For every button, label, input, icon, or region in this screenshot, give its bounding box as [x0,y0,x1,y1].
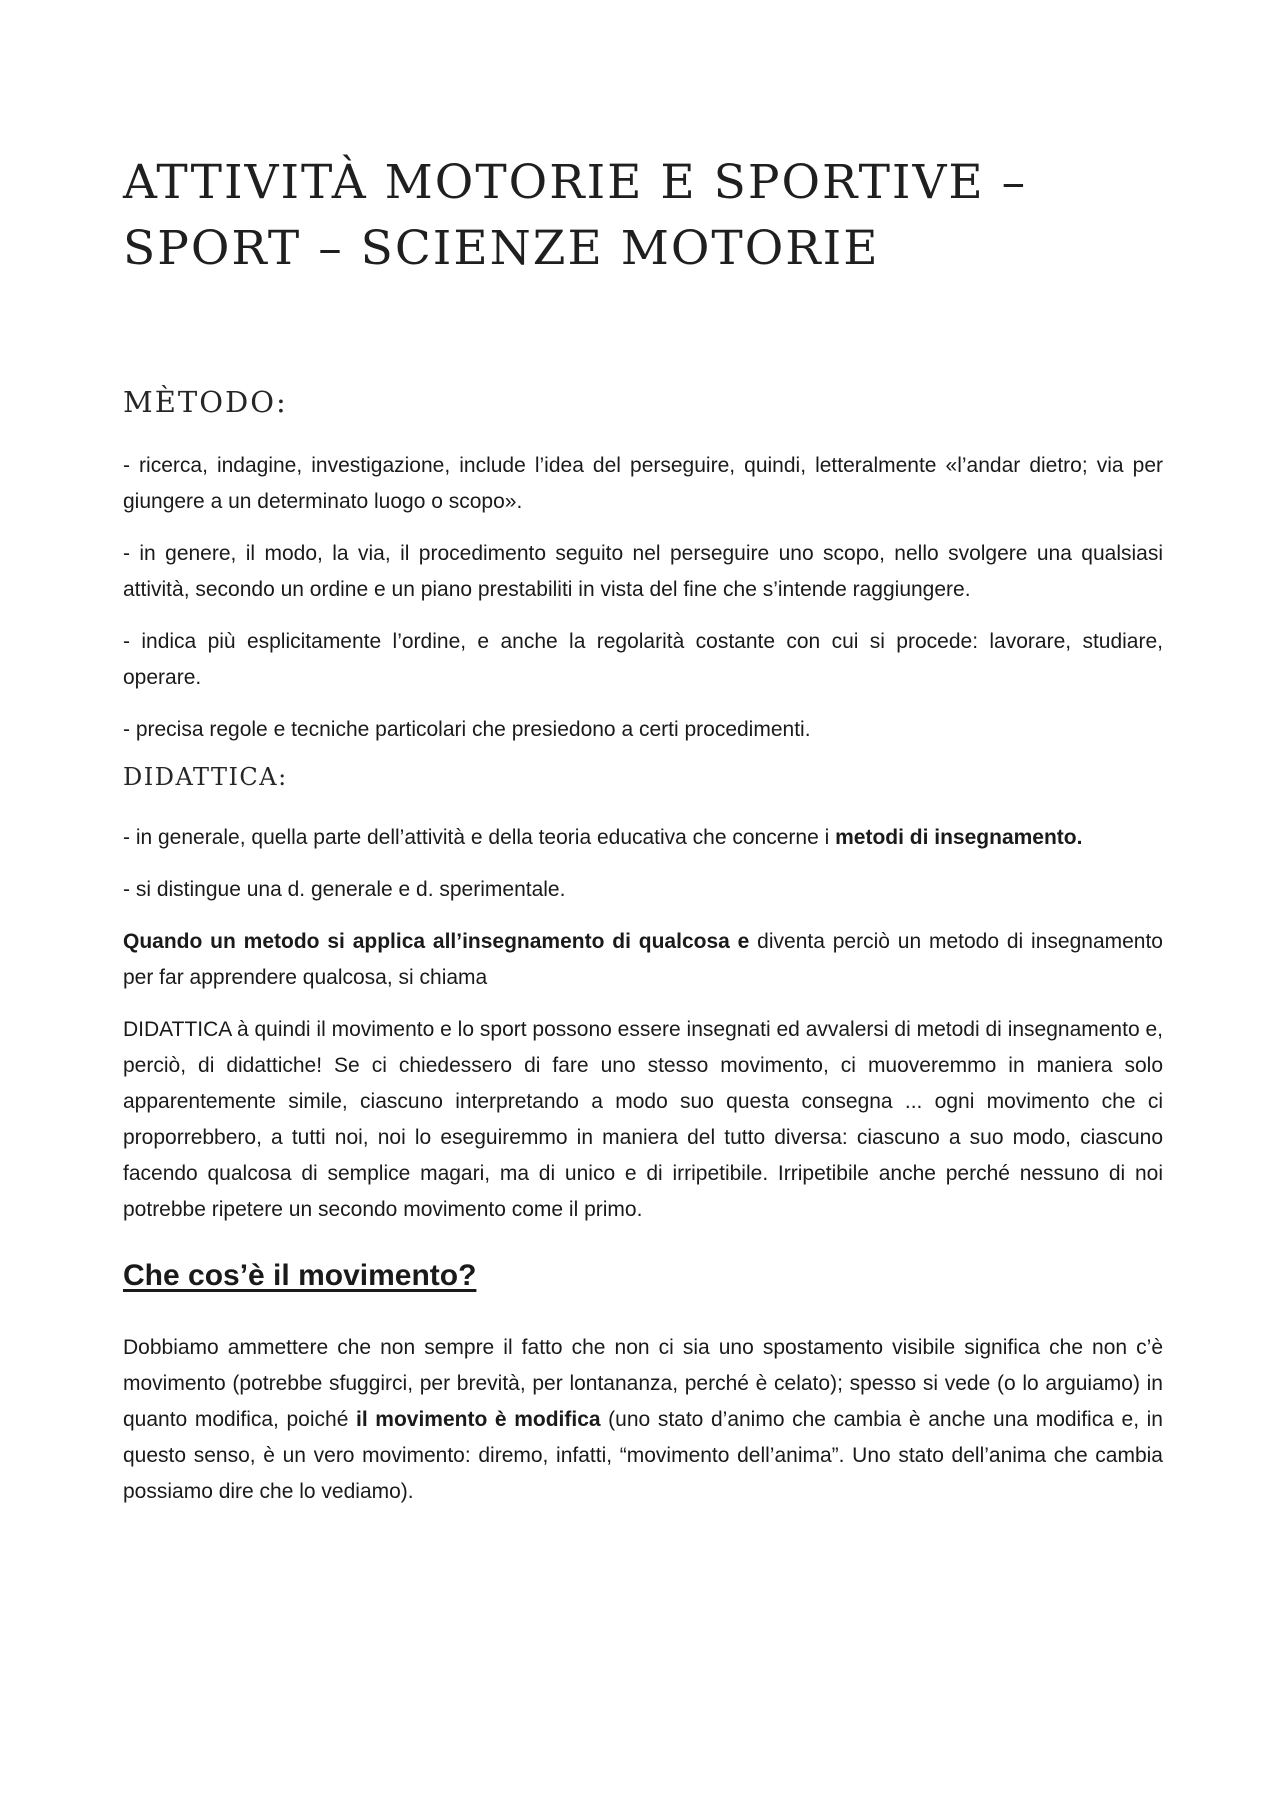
document-page [123,150,1163,1510]
section-heading-didattica: DIDATTICA: [123,763,288,791]
movimento-paragraph-1-b: (uno stato d’animo che cambia è anche una modifica e, in questo senso, è un vero movimento: diremo, infatti, “movimento dell’anima”. Uno stato dell’anima che cambia possiamo dire che lo vediamo). [123,1408,1163,1503]
metodo-item-2: - in genere, il modo, la via, il procedimento seguito nel perseguire uno scopo, nello svolgere una qualsiasi attività, secondo un ordine e un piano prestabiliti in vista del fine che s’intende raggiungere. [123,542,1163,601]
title-line-2: SPORT – SCIENZE MOTORIE [123,221,880,276]
movimento-paragraph-1 [123,1330,1163,1510]
movimento-heading: Che cos’è il movimento? [123,1259,477,1292]
metodo-item-1: - ricerca, indagine, investigazione, include l’idea del perseguire, quindi, letteralmente «l’andar dietro; via per giungere a un determinato luogo o scopo». [123,454,1163,513]
movimento-paragraph-1-bold: il movimento è modifica [356,1408,601,1431]
section-heading-metodo: MÈTODO: [123,385,288,419]
didattica-item-1-bold: metodi di insegnamento. [835,826,1083,849]
metodo-item-4: - precisa regole e tecniche particolari che presiedono a certi procedimenti. [123,718,811,741]
didattica-item-1-text: - in generale, quella parte dell’attività e della teoria educativa che concerne i [123,826,836,849]
title-line-1: ATTIVITÀ MOTORIE E SPORTIVE – [123,155,1028,210]
didattica-paragraph-3-bold: Quando un metodo si applica all’insegnamento di qualcosa e [123,930,750,953]
metodo-item-3: - indica più esplicitamente l’ordine, e anche la regolarità costante con cui si procede: lavorare, studiare, operare. [123,630,1163,689]
didattica-paragraph-3-text: diventa perciò un metodo di insegnamento per far apprendere qualcosa, si chiama [123,930,1163,989]
document-title [123,150,1163,282]
didattica-paragraph-4: DIDATTICA à quindi il movimento e lo sport possono essere insegnati ed avvalersi di metodi di insegnamento e, perciò, di didattiche! Se ci chiedessero di fare uno stesso movimento, ci muoveremmo in maniera solo apparentemente simile, ciascuno interpretando a modo suo questa consegna ... ogni movimento che ci proporrebbero, a tutti noi, noi lo eseguiremmo in maniera del tutto diversa: ciascuno a suo modo, ciascuno facendo qualcosa di semplice magari, ma di unico e di irripetibile. Irripetibile anche perché nessuno di noi potrebbe ripetere un secondo movimento come il primo. [123,1018,1163,1221]
didattica-item-2: - si distingue una d. generale e d. sperimentale. [123,878,566,901]
movimento-paragraph-1-a: Dobbiamo ammettere che non sempre il fatto che non ci sia uno spostamento visibile significa che non c’è movimento (potrebbe sfuggirci, per brevità, per lontananza, perché è celato); spesso si vede (o lo arguiamo) in quanto modifica, poiché [123,1336,1163,1431]
didattica-item-1 [123,820,1163,856]
didattica-paragraph-3 [123,924,1163,996]
